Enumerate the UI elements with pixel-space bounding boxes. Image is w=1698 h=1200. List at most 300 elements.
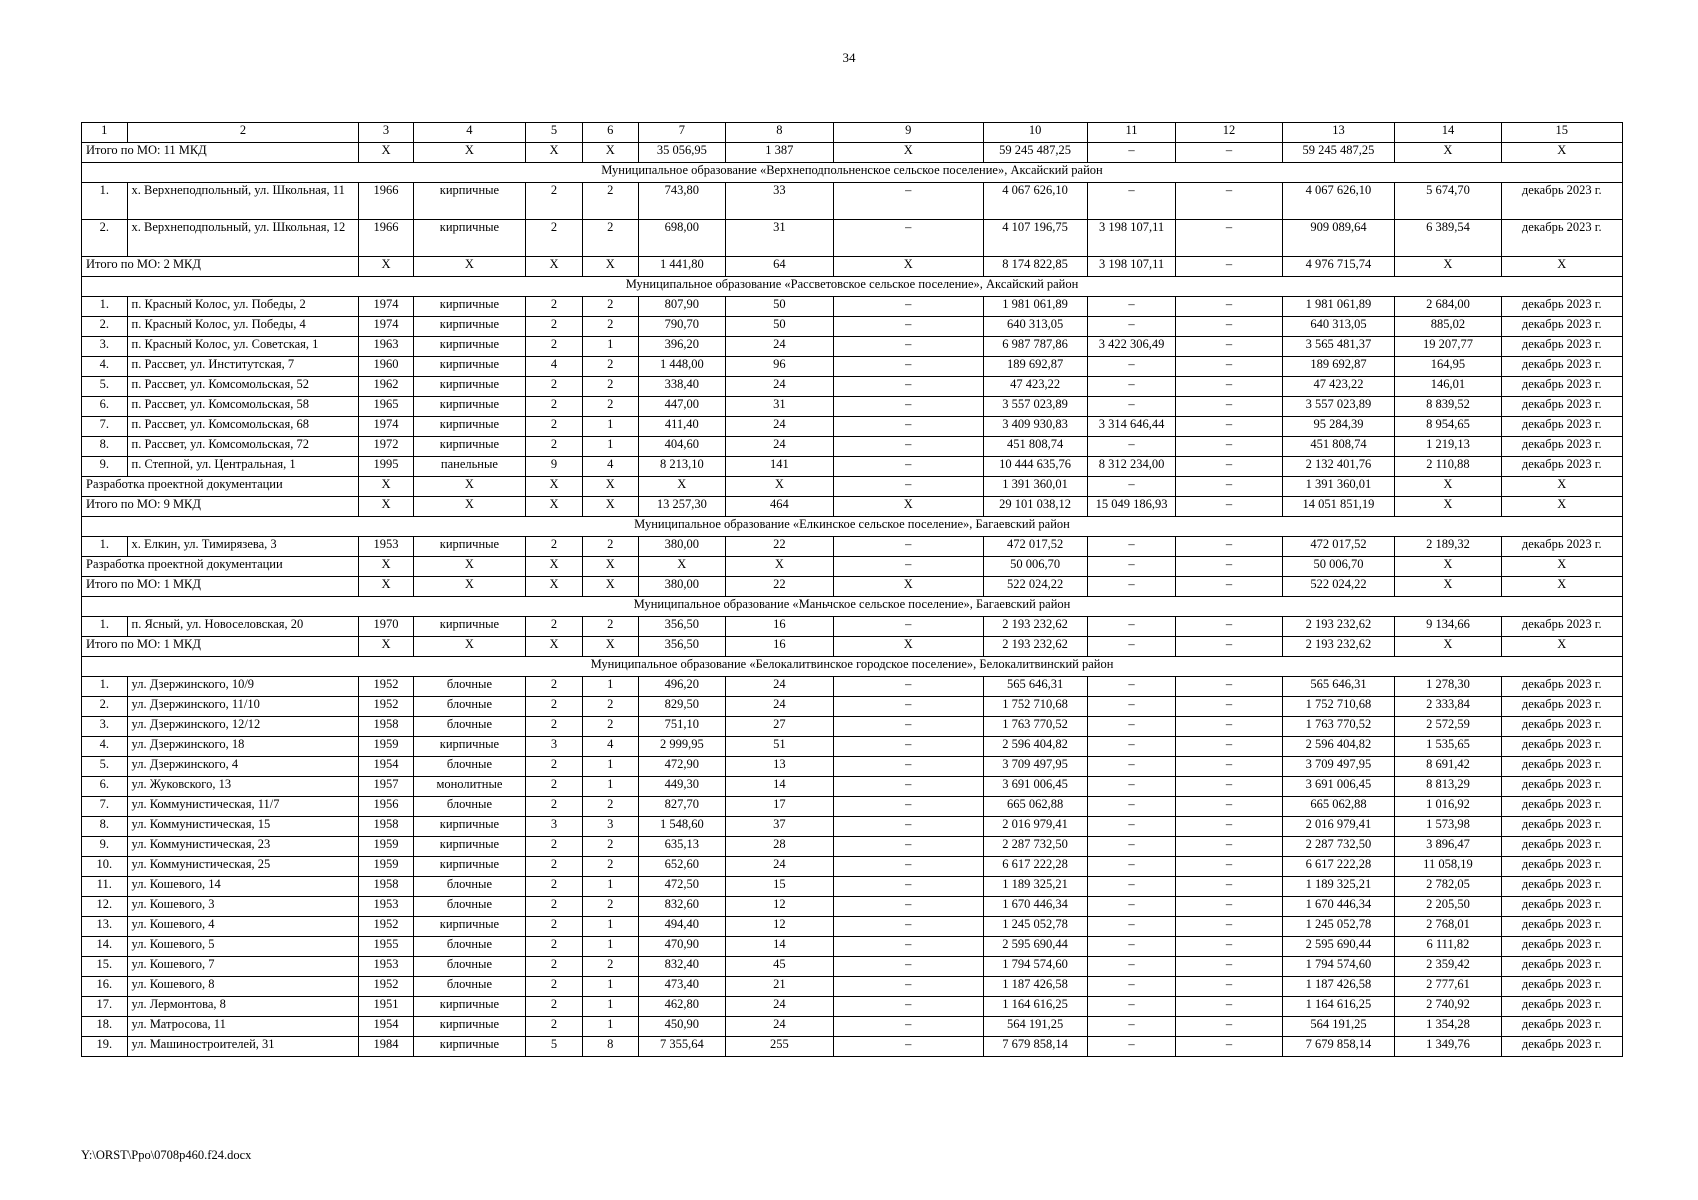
table-cell: декабрь 2023 г.: [1501, 437, 1622, 457]
address-cell: ул. Дзержинского, 12/12: [127, 717, 359, 737]
table-cell: кирпичные: [413, 437, 526, 457]
table-row: [82, 877, 1623, 897]
table-row: [82, 537, 1623, 557]
table-cell: 450,90: [638, 1017, 725, 1037]
table-cell: X: [1395, 637, 1501, 657]
table-cell: 19.: [82, 1037, 128, 1057]
table-cell: –: [1176, 537, 1282, 557]
column-number: 4: [413, 123, 526, 143]
table-cell: X: [526, 497, 582, 517]
table-cell: 2: [582, 697, 638, 717]
table-cell: –: [834, 437, 984, 457]
column-number: 3: [359, 123, 413, 143]
table-cell: 2 740,92: [1395, 997, 1501, 1017]
table-cell: –: [1176, 897, 1282, 917]
address-cell: ул. Кошевого, 8: [127, 977, 359, 997]
table-cell: 832,40: [638, 957, 725, 977]
table-cell: 2: [526, 220, 582, 257]
table-cell: 1: [582, 977, 638, 997]
table-cell: 6 617 222,28: [983, 857, 1087, 877]
table-cell: 15: [725, 877, 833, 897]
table-cell: 4 107 196,75: [983, 220, 1087, 257]
table-cell: декабрь 2023 г.: [1501, 897, 1622, 917]
table-row: [82, 837, 1623, 857]
column-number: 10: [983, 123, 1087, 143]
table-cell: 2: [526, 917, 582, 937]
table-cell: 449,30: [638, 777, 725, 797]
table-cell: 164,95: [1395, 357, 1501, 377]
table-cell: –: [834, 977, 984, 997]
table-cell: –: [1176, 717, 1282, 737]
table-cell: 24: [725, 697, 833, 717]
table-cell: –: [1176, 337, 1282, 357]
table-cell: 24: [725, 417, 833, 437]
table-cell: X: [582, 497, 638, 517]
table-cell: кирпичные: [413, 857, 526, 877]
table-cell: X: [413, 257, 526, 277]
table-cell: 2: [582, 317, 638, 337]
table-cell: 5: [526, 1037, 582, 1057]
table-cell: 447,00: [638, 397, 725, 417]
table-cell: 1 391 360,01: [1282, 477, 1395, 497]
table-cell: 50 006,70: [1282, 557, 1395, 577]
table-cell: 47 423,22: [983, 377, 1087, 397]
table-cell: кирпичные: [413, 397, 526, 417]
table-cell: 1 189 325,21: [1282, 877, 1395, 897]
table-cell: кирпичные: [413, 417, 526, 437]
table-cell: 8 839,52: [1395, 397, 1501, 417]
table-cell: –: [834, 797, 984, 817]
table-cell: 698,00: [638, 220, 725, 257]
table-cell: –: [834, 397, 984, 417]
table-cell: 2: [582, 397, 638, 417]
table-cell: –: [834, 557, 984, 577]
table-cell: –: [834, 1037, 984, 1057]
table-cell: 1966: [359, 183, 413, 220]
table-cell: 24: [725, 857, 833, 877]
table-cell: блочные: [413, 897, 526, 917]
table-cell: кирпичные: [413, 997, 526, 1017]
table-cell: –: [834, 817, 984, 837]
table-cell: 2: [526, 337, 582, 357]
table-cell: кирпичные: [413, 183, 526, 220]
table-cell: 3.: [82, 717, 128, 737]
table-cell: –: [1087, 437, 1176, 457]
table-cell: блочные: [413, 797, 526, 817]
table-cell: X: [359, 477, 413, 497]
table-cell: X: [1501, 637, 1622, 657]
table-cell: 45: [725, 957, 833, 977]
municipality-title: Муниципальное образование «Верхнеподпольненское сельское поселение», Аксайский район: [82, 163, 1623, 183]
table-cell: декабрь 2023 г.: [1501, 537, 1622, 557]
address-cell: п. Рассвет, ул. Комсомольская, 52: [127, 377, 359, 397]
table-cell: декабрь 2023 г.: [1501, 377, 1622, 397]
table-cell: декабрь 2023 г.: [1501, 937, 1622, 957]
table-cell: 565 646,31: [1282, 677, 1395, 697]
table-cell: декабрь 2023 г.: [1501, 1037, 1622, 1057]
table-cell: X: [638, 477, 725, 497]
table-cell: 2 595 690,44: [983, 937, 1087, 957]
table-cell: –: [1087, 143, 1176, 163]
table-cell: –: [1176, 637, 1282, 657]
table-cell: X: [1395, 497, 1501, 517]
table-cell: блочные: [413, 717, 526, 737]
table-cell: 14: [725, 937, 833, 957]
table-cell: –: [1087, 557, 1176, 577]
table-cell: 472 017,52: [983, 537, 1087, 557]
table-cell: X: [413, 477, 526, 497]
table-cell: –: [1087, 677, 1176, 697]
table-cell: 3 691 006,45: [1282, 777, 1395, 797]
table-cell: 50: [725, 297, 833, 317]
table-cell: 3 709 497,95: [983, 757, 1087, 777]
table-cell: 665 062,88: [1282, 797, 1395, 817]
address-cell: п. Степной, ул. Центральная, 1: [127, 457, 359, 477]
table-cell: 1.: [82, 617, 128, 637]
table-cell: 1 763 770,52: [983, 717, 1087, 737]
table-cell: панельные: [413, 457, 526, 477]
table-cell: 1963: [359, 337, 413, 357]
table-cell: 640 313,05: [983, 317, 1087, 337]
table-cell: –: [834, 677, 984, 697]
table-row: [82, 897, 1623, 917]
table-cell: 2: [526, 677, 582, 697]
table-cell: –: [1087, 917, 1176, 937]
table-row: [82, 437, 1623, 457]
table-cell: кирпичные: [413, 297, 526, 317]
table-cell: 12.: [82, 897, 128, 917]
table-cell: X: [359, 143, 413, 163]
table-cell: 652,60: [638, 857, 725, 877]
table-cell: –: [1176, 877, 1282, 897]
table-cell: X: [526, 557, 582, 577]
table-cell: 665 062,88: [983, 797, 1087, 817]
table-cell: 909 089,64: [1282, 220, 1395, 257]
table-cell: 33: [725, 183, 833, 220]
table-cell: –: [1176, 417, 1282, 437]
table-cell: X: [526, 257, 582, 277]
total-label: Разработка проектной документации: [82, 477, 359, 497]
table-cell: 380,00: [638, 537, 725, 557]
table-cell: –: [1176, 297, 1282, 317]
table-cell: 1: [582, 1017, 638, 1037]
table-cell: X: [1501, 557, 1622, 577]
table-cell: 5 674,70: [1395, 183, 1501, 220]
table-cell: 13.: [82, 917, 128, 937]
table-cell: –: [834, 857, 984, 877]
table-cell: 24: [725, 337, 833, 357]
table-cell: 13 257,30: [638, 497, 725, 517]
table-cell: 2: [526, 937, 582, 957]
table-cell: 2.: [82, 697, 128, 717]
table-cell: 95 284,39: [1282, 417, 1395, 437]
table-cell: 451 808,74: [983, 437, 1087, 457]
table-cell: –: [1087, 837, 1176, 857]
table-cell: 494,40: [638, 917, 725, 937]
table-row: [82, 917, 1623, 937]
table-cell: 2 684,00: [1395, 297, 1501, 317]
table-cell: –: [1087, 637, 1176, 657]
table-cell: 2: [526, 1017, 582, 1037]
table-cell: –: [1176, 497, 1282, 517]
housing-table: [81, 122, 1623, 1057]
table-cell: 6 617 222,28: [1282, 857, 1395, 877]
table-cell: 2: [526, 777, 582, 797]
address-cell: п. Ясный, ул. Новоселовская, 20: [127, 617, 359, 637]
table-cell: 2 359,42: [1395, 957, 1501, 977]
table-cell: 4.: [82, 737, 128, 757]
table-cell: 255: [725, 1037, 833, 1057]
table-cell: –: [834, 357, 984, 377]
table-cell: кирпичные: [413, 837, 526, 857]
table-cell: –: [1087, 817, 1176, 837]
total-label: Итого по МО: 2 МКД: [82, 257, 359, 277]
table-cell: X: [359, 557, 413, 577]
column-number: 5: [526, 123, 582, 143]
table-cell: 6 389,54: [1395, 220, 1501, 257]
table-cell: X: [1395, 143, 1501, 163]
table-cell: X: [725, 557, 833, 577]
table-cell: 380,00: [638, 577, 725, 597]
table-cell: –: [1176, 477, 1282, 497]
table-cell: 829,50: [638, 697, 725, 717]
table-cell: 404,60: [638, 437, 725, 457]
table-cell: 50 006,70: [983, 557, 1087, 577]
table-cell: 1959: [359, 857, 413, 877]
table-cell: –: [1176, 957, 1282, 977]
page-number: 34: [842, 50, 856, 65]
municipality-title: Муниципальное образование «Елкинское сельское поселение», Багаевский район: [82, 517, 1623, 537]
table-cell: декабрь 2023 г.: [1501, 1017, 1622, 1037]
table-cell: декабрь 2023 г.: [1501, 977, 1622, 997]
table-cell: X: [834, 257, 984, 277]
table-cell: декабрь 2023 г.: [1501, 717, 1622, 737]
table-cell: 3 709 497,95: [1282, 757, 1395, 777]
table-cell: 2 782,05: [1395, 877, 1501, 897]
column-number: 9: [834, 123, 984, 143]
table-cell: 2: [526, 797, 582, 817]
table-cell: 1972: [359, 437, 413, 457]
table-cell: –: [1176, 143, 1282, 163]
table-cell: 1966: [359, 220, 413, 257]
table-cell: –: [1176, 997, 1282, 1017]
table-cell: 2: [526, 297, 582, 317]
table-cell: декабрь 2023 г.: [1501, 617, 1622, 637]
table-cell: X: [1395, 477, 1501, 497]
table-cell: –: [1087, 737, 1176, 757]
table-cell: 2 596 404,82: [1282, 737, 1395, 757]
table-cell: 2: [526, 877, 582, 897]
table-row: [82, 417, 1623, 437]
table-cell: 5.: [82, 377, 128, 397]
table-cell: X: [1395, 257, 1501, 277]
table-cell: 2: [526, 977, 582, 997]
table-cell: 472,50: [638, 877, 725, 897]
table-cell: 4 976 715,74: [1282, 257, 1395, 277]
address-cell: п. Красный Колос, ул. Победы, 4: [127, 317, 359, 337]
table-cell: декабрь 2023 г.: [1501, 877, 1622, 897]
table-cell: 2 132 401,76: [1282, 457, 1395, 477]
total-label: Итого по МО: 9 МКД: [82, 497, 359, 517]
table-cell: 1960: [359, 357, 413, 377]
table-cell: –: [1087, 897, 1176, 917]
table-cell: 356,50: [638, 617, 725, 637]
table-cell: 2 193 232,62: [1282, 637, 1395, 657]
table-cell: 4 067 626,10: [983, 183, 1087, 220]
table-cell: 8 691,42: [1395, 757, 1501, 777]
table-cell: X: [834, 577, 984, 597]
table-cell: 2: [526, 857, 582, 877]
table-cell: 13: [725, 757, 833, 777]
table-cell: монолитные: [413, 777, 526, 797]
table-cell: 1958: [359, 717, 413, 737]
address-cell: п. Красный Колос, ул. Победы, 2: [127, 297, 359, 317]
table-row: [82, 717, 1623, 737]
address-cell: ул. Дзержинского, 18: [127, 737, 359, 757]
table-cell: 1.: [82, 297, 128, 317]
address-cell: п. Рассвет, ул. Институтская, 7: [127, 357, 359, 377]
table-cell: –: [1176, 557, 1282, 577]
table-cell: 2.: [82, 317, 128, 337]
table-cell: –: [1176, 937, 1282, 957]
total-row: [82, 557, 1623, 577]
municipality-section-row: [82, 277, 1623, 297]
table-cell: 2: [526, 697, 582, 717]
municipality-section-row: [82, 657, 1623, 677]
table-cell: 1955: [359, 937, 413, 957]
table-row: [82, 457, 1623, 477]
table-cell: 4: [582, 457, 638, 477]
table-cell: 2 016 979,41: [1282, 817, 1395, 837]
table-cell: –: [1087, 777, 1176, 797]
table-cell: 564 191,25: [1282, 1017, 1395, 1037]
table-cell: 1 016,92: [1395, 797, 1501, 817]
table-cell: 1 448,00: [638, 357, 725, 377]
table-cell: декабрь 2023 г.: [1501, 737, 1622, 757]
table-cell: X: [638, 557, 725, 577]
table-cell: –: [1176, 357, 1282, 377]
table-cell: 11 058,19: [1395, 857, 1501, 877]
table-cell: 1962: [359, 377, 413, 397]
table-cell: 7.: [82, 417, 128, 437]
table-cell: блочные: [413, 877, 526, 897]
table-cell: 827,70: [638, 797, 725, 817]
table-cell: –: [834, 183, 984, 220]
table-row: [82, 617, 1623, 637]
table-cell: 1: [582, 777, 638, 797]
table-cell: 1 794 574,60: [1282, 957, 1395, 977]
table-cell: 2 595 690,44: [1282, 937, 1395, 957]
table-cell: 1984: [359, 1037, 413, 1057]
table-cell: –: [834, 717, 984, 737]
table-cell: 8 813,29: [1395, 777, 1501, 797]
table-cell: декабрь 2023 г.: [1501, 857, 1622, 877]
table-cell: 1953: [359, 957, 413, 977]
table-cell: –: [834, 377, 984, 397]
table-cell: –: [834, 697, 984, 717]
table-cell: –: [1087, 183, 1176, 220]
table-cell: декабрь 2023 г.: [1501, 183, 1622, 220]
table-cell: –: [1087, 717, 1176, 737]
table-cell: 4 067 626,10: [1282, 183, 1395, 220]
table-cell: кирпичные: [413, 537, 526, 557]
address-cell: х. Верхнеподпольный, ул. Школьная, 12: [127, 220, 359, 257]
table-cell: 1 670 446,34: [983, 897, 1087, 917]
table-cell: –: [1176, 737, 1282, 757]
table-cell: 8 213,10: [638, 457, 725, 477]
table-cell: 464: [725, 497, 833, 517]
table-cell: –: [1176, 577, 1282, 597]
table-cell: 2.: [82, 220, 128, 257]
table-cell: –: [1176, 220, 1282, 257]
table-cell: 496,20: [638, 677, 725, 697]
table-cell: 1974: [359, 417, 413, 437]
table-row: [82, 1037, 1623, 1057]
table-cell: 2: [582, 377, 638, 397]
table-cell: 640 313,05: [1282, 317, 1395, 337]
table-cell: –: [1087, 1017, 1176, 1037]
table-cell: 2: [526, 537, 582, 557]
table-cell: 59 245 487,25: [983, 143, 1087, 163]
table-cell: 28: [725, 837, 833, 857]
table-cell: 564 191,25: [983, 1017, 1087, 1037]
table-cell: кирпичные: [413, 1037, 526, 1057]
table-cell: 885,02: [1395, 317, 1501, 337]
table-cell: –: [1176, 777, 1282, 797]
table-cell: 2: [526, 997, 582, 1017]
table-cell: X: [413, 143, 526, 163]
table-cell: 24: [725, 677, 833, 697]
table-cell: 1 548,60: [638, 817, 725, 837]
table-cell: –: [1087, 877, 1176, 897]
table-cell: 2: [582, 220, 638, 257]
table-cell: –: [1176, 837, 1282, 857]
table-row: [82, 857, 1623, 877]
address-cell: ул. Машиностроителей, 31: [127, 1037, 359, 1057]
table-cell: 1 752 710,68: [1282, 697, 1395, 717]
address-cell: ул. Кошевого, 3: [127, 897, 359, 917]
table-cell: 22: [725, 537, 833, 557]
table-cell: –: [834, 957, 984, 977]
table-cell: 6.: [82, 397, 128, 417]
table-cell: 3: [526, 817, 582, 837]
table-cell: 7 355,64: [638, 1037, 725, 1057]
table-cell: 64: [725, 257, 833, 277]
table-cell: X: [413, 577, 526, 597]
table-cell: 832,60: [638, 897, 725, 917]
table-cell: 1.: [82, 537, 128, 557]
table-cell: –: [1176, 457, 1282, 477]
table-cell: –: [1176, 797, 1282, 817]
table-cell: декабрь 2023 г.: [1501, 837, 1622, 857]
table-cell: X: [725, 477, 833, 497]
table-cell: 4.: [82, 357, 128, 377]
table-cell: –: [834, 297, 984, 317]
table-cell: декабрь 2023 г.: [1501, 317, 1622, 337]
table-cell: 3 409 930,83: [983, 417, 1087, 437]
municipality-section-row: [82, 517, 1623, 537]
table-cell: декабрь 2023 г.: [1501, 797, 1622, 817]
total-row: [82, 257, 1623, 277]
column-number: 12: [1176, 123, 1282, 143]
table-cell: –: [1087, 477, 1176, 497]
table-cell: 1 164 616,25: [1282, 997, 1395, 1017]
table-cell: 1 245 052,78: [983, 917, 1087, 937]
table-cell: 10 444 635,76: [983, 457, 1087, 477]
table-cell: 3 565 481,37: [1282, 337, 1395, 357]
municipality-title: Муниципальное образование «Белокалитвинское городское поселение», Белокалитвинский район: [82, 657, 1623, 677]
table-cell: 1958: [359, 877, 413, 897]
